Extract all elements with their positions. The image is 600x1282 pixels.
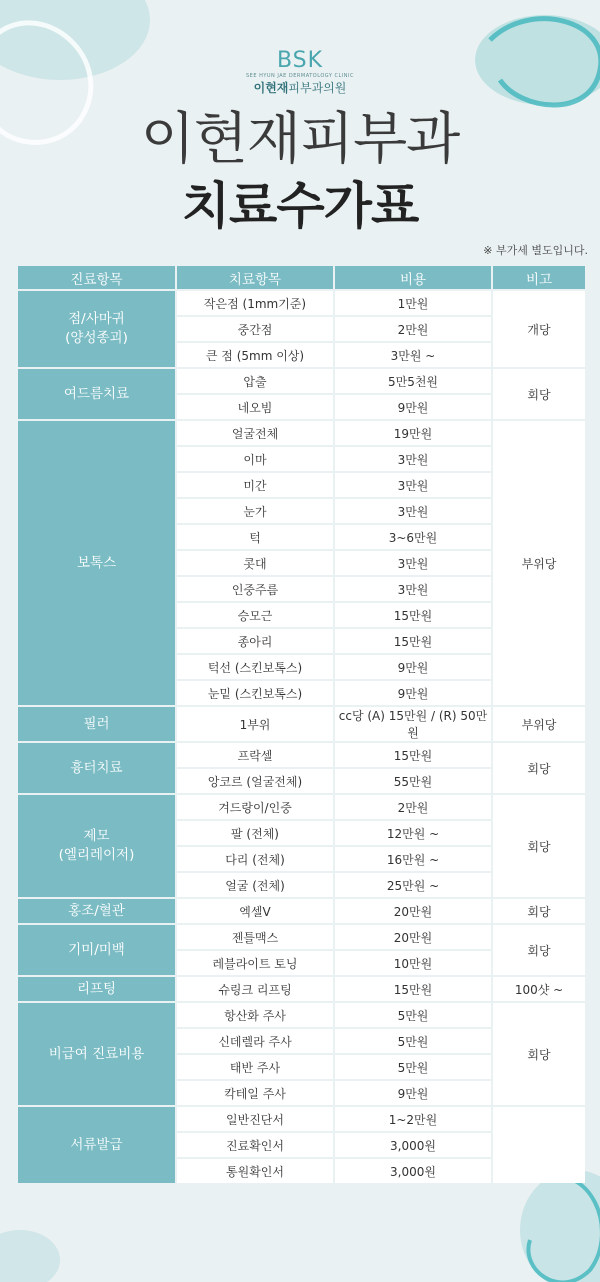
logo-korean-name: [0, 81, 600, 95]
table-row: [18, 707, 585, 741]
treatment-cell: 태반 주사: [177, 1055, 333, 1079]
cost-cell: cc당 (A) 15만원 / (R) 50만원: [335, 707, 491, 741]
page-title-clinic: 이현재피부과: [140, 107, 460, 172]
table-row: [18, 795, 585, 819]
table-row: [18, 291, 585, 315]
cost-cell: 3,000원: [335, 1159, 491, 1183]
header-treatment: 치료항목: [177, 266, 333, 289]
treatment-cell: 레블라이트 토닝: [177, 951, 333, 975]
cost-cell: 3만원: [335, 577, 491, 601]
category-label: 점/사마귀: [68, 311, 125, 327]
header-cost: 비용: [335, 266, 491, 289]
category-label: 보톡스: [76, 554, 117, 571]
table-row: [18, 925, 585, 949]
treatment-cell: 얼굴전체: [177, 421, 333, 445]
table-row: [18, 1003, 585, 1027]
remark-cell: [493, 1107, 585, 1183]
treatment-cell: 눈밑 (스킨보톡스): [177, 681, 333, 705]
vat-note: ※ 부가세 별도입니다.: [483, 244, 588, 257]
table-header-row: [18, 266, 585, 289]
treatment-cell: 큰 점 (5mm 이상): [177, 343, 333, 367]
header-remark: 비고: [493, 266, 585, 289]
category-label: 제모: [83, 828, 110, 844]
cost-cell: 3만원: [335, 551, 491, 575]
remark-cell: 부위당: [493, 707, 585, 741]
treatment-cell: 1부위: [177, 707, 333, 741]
cost-cell: 15만원: [335, 603, 491, 627]
cost-cell: 15만원: [335, 977, 491, 1001]
cost-cell: 10만원: [335, 951, 491, 975]
cost-cell: 5만원: [335, 1003, 491, 1027]
category-label: 필러: [83, 715, 110, 732]
treatment-cell: 앙코르 (얼굴전체): [177, 769, 333, 793]
cost-cell: 19만원: [335, 421, 491, 445]
treatment-cell: 칵테일 주사: [177, 1081, 333, 1105]
cost-cell: 1만원: [335, 291, 491, 315]
treatment-cell: 턱선 (스킨보톡스): [177, 655, 333, 679]
remark-cell: 회당: [493, 899, 585, 923]
cost-cell: 20만원: [335, 899, 491, 923]
cost-cell: 20만원: [335, 925, 491, 949]
category-cell: [18, 977, 175, 1001]
price-table: [16, 264, 587, 1185]
treatment-cell: 겨드랑이/인중: [177, 795, 333, 819]
page-title-price-list: 치료수가표: [181, 177, 419, 235]
cost-cell: 15만원: [335, 743, 491, 767]
category-cell: [18, 421, 175, 705]
category-cell: [18, 291, 175, 367]
table-row: [18, 899, 585, 923]
cost-cell: 3,000원: [335, 1133, 491, 1157]
cost-cell: 9만원: [335, 655, 491, 679]
treatment-cell: 통원확인서: [177, 1159, 333, 1183]
table-row: [18, 1107, 585, 1131]
price-table-body: [18, 291, 585, 1183]
treatment-cell: 콧대: [177, 551, 333, 575]
cost-cell: 3만원 ~: [335, 343, 491, 367]
treatment-cell: 일반진단서: [177, 1107, 333, 1131]
treatment-cell: 중간점: [177, 317, 333, 341]
treatment-cell: 인중주름: [177, 577, 333, 601]
category-label: 여드름치료: [63, 385, 130, 402]
remark-cell: 회당: [493, 795, 585, 897]
category-cell: [18, 1107, 175, 1183]
cost-cell: 9만원: [335, 681, 491, 705]
remark-cell: 부위당: [493, 421, 585, 705]
treatment-cell: 이마: [177, 447, 333, 471]
treatment-cell: 미간: [177, 473, 333, 497]
logo-subtitle: SEE HYUN JAE DERMATOLOGY CLINIC: [245, 73, 355, 79]
cost-cell: 55만원: [335, 769, 491, 793]
cost-cell: 1~2만원: [335, 1107, 491, 1131]
cost-cell: 5만5천원: [335, 369, 491, 393]
cost-cell: 5만원: [335, 1029, 491, 1053]
treatment-cell: 승모근: [177, 603, 333, 627]
remark-cell: 회당: [493, 1003, 585, 1105]
table-row: [18, 743, 585, 767]
treatment-cell: 팔 (전체): [177, 821, 333, 845]
treatment-cell: 슈링크 리프팅: [177, 977, 333, 1001]
cost-cell: 9만원: [335, 395, 491, 419]
cost-cell: 15만원: [335, 629, 491, 653]
remark-cell: 회당: [493, 925, 585, 975]
remark-cell: 100샷 ~: [493, 977, 585, 1001]
treatment-cell: 신데렐라 주사: [177, 1029, 333, 1053]
treatment-cell: 눈가: [177, 499, 333, 523]
remark-cell: 회당: [493, 743, 585, 793]
treatment-cell: 프락셀: [177, 743, 333, 767]
category-cell: [18, 925, 175, 975]
table-row: [18, 421, 585, 445]
category-cell: [18, 795, 175, 897]
category-label: (양성종괴): [65, 330, 128, 346]
table-row: [18, 369, 585, 393]
category-label: 흉터치료: [70, 759, 123, 776]
table-row: [18, 977, 585, 1001]
treatment-cell: 턱: [177, 525, 333, 549]
logo-korean-bold: 이현재: [253, 81, 289, 95]
category-cell: [18, 369, 175, 419]
category-label: 비급여 진료비용: [48, 1045, 145, 1062]
treatment-cell: 다리 (전체): [177, 847, 333, 871]
cost-cell: 16만원 ~: [335, 847, 491, 871]
treatment-cell: 젠틀맥스: [177, 925, 333, 949]
cost-cell: 12만원 ~: [335, 821, 491, 845]
treatment-cell: 얼굴 (전체): [177, 873, 333, 897]
cost-cell: 3만원: [335, 447, 491, 471]
category-label: 기미/미백: [68, 941, 125, 958]
cost-cell: 2만원: [335, 795, 491, 819]
category-label: 서류발급: [70, 1136, 123, 1153]
cost-cell: 3~6만원: [335, 525, 491, 549]
category-label: (엘리레이저): [58, 847, 135, 863]
cost-cell: 9만원: [335, 1081, 491, 1105]
cost-cell: 2만원: [335, 317, 491, 341]
category-cell: [18, 899, 175, 923]
category-cell: [18, 743, 175, 793]
treatment-cell: 압출: [177, 369, 333, 393]
treatment-cell: 작은점 (1mm기준): [177, 291, 333, 315]
clinic-logo: [0, 50, 600, 95]
treatment-cell: 엑셀V: [177, 899, 333, 923]
remark-cell: 개당: [493, 291, 585, 367]
cost-cell: 3만원: [335, 473, 491, 497]
logo-korean-normal: 피부과의원: [288, 81, 347, 95]
treatment-cell: 네오빔: [177, 395, 333, 419]
cost-cell: 3만원: [335, 499, 491, 523]
treatment-cell: 항산화 주사: [177, 1003, 333, 1027]
category-label: 리프팅: [76, 980, 117, 997]
cost-cell: 5만원: [335, 1055, 491, 1079]
treatment-cell: 진료확인서: [177, 1133, 333, 1157]
cost-cell: 25만원 ~: [335, 873, 491, 897]
header-category: 진료항목: [18, 266, 175, 289]
category-cell: [18, 707, 175, 741]
treatment-cell: 종아리: [177, 629, 333, 653]
logo-mark: BSK: [276, 48, 324, 73]
category-cell: [18, 1003, 175, 1105]
category-label: 홍조/혈관: [68, 902, 125, 919]
remark-cell: 회당: [493, 369, 585, 419]
